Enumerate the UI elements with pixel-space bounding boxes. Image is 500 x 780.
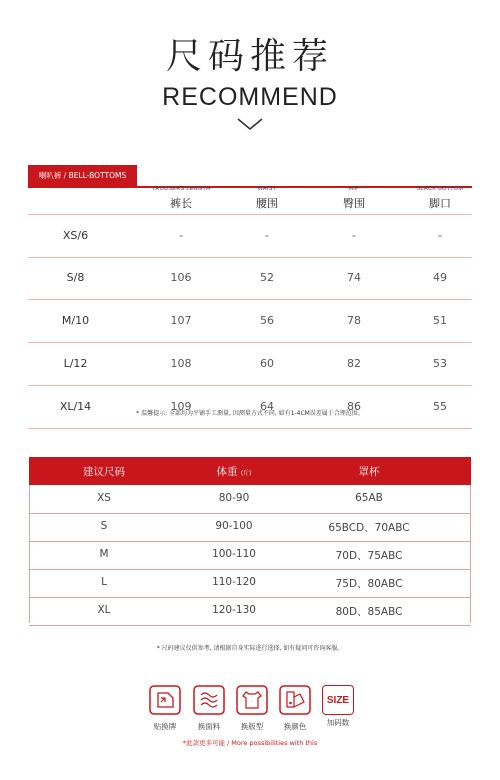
value-cell: 53 <box>433 357 447 370</box>
value-cell: 74 <box>347 271 361 284</box>
service-color <box>275 685 315 732</box>
size-icon <box>322 685 354 715</box>
weight-cell: 90-100 <box>215 520 253 532</box>
value-cell: 78 <box>347 314 361 327</box>
value-cell: 106 <box>170 271 192 284</box>
table-row <box>28 343 472 386</box>
value-cell: 60 <box>260 357 274 370</box>
table-row <box>28 214 472 258</box>
cup-cell: 75D、80ABC <box>335 578 403 590</box>
value-cell: 82 <box>347 357 361 370</box>
service-label: 加码数 <box>326 718 350 727</box>
color-icon <box>279 685 311 715</box>
table-row <box>28 257 472 300</box>
value-cell: - <box>265 229 269 242</box>
size-cell: S <box>100 520 108 532</box>
cup-cell: 70D、75ABC <box>335 550 403 562</box>
service-tag-swap <box>145 685 185 732</box>
value-cell: 55 <box>433 400 447 413</box>
value-cell: 56 <box>260 314 274 327</box>
table-row <box>29 569 471 598</box>
col-header-waist <box>222 186 312 211</box>
weight-cell: 120-130 <box>212 604 256 616</box>
service-label: 换颜色 <box>283 722 307 731</box>
service-fabric <box>189 685 229 732</box>
weight-cell: 100-110 <box>212 548 256 560</box>
service-garment <box>232 685 272 732</box>
header-size: 建议尺码 <box>83 466 125 478</box>
more-possibilities-note: *此款更多可能 / More possibilities with this <box>182 739 318 747</box>
header-weight-label: 体重 <box>216 466 238 478</box>
page-title-cn: 尺码推荐 <box>165 36 334 77</box>
page-title-en: RECOMMEND <box>162 83 338 111</box>
service-label: 换面料 <box>197 722 221 731</box>
product-tag: 喇叭裤 / BELL-BOTTOMS <box>28 165 137 186</box>
fabric-icon <box>193 685 225 715</box>
garment-icon <box>236 685 268 715</box>
col-header-en: WAIST <box>257 186 277 192</box>
value-cell: 49 <box>433 271 447 284</box>
size-cell: XS/6 <box>62 229 89 242</box>
service-size <box>318 685 358 728</box>
col-header-length <box>136 186 226 211</box>
size-cell: L/12 <box>63 357 88 370</box>
value-cell: 51 <box>433 314 447 327</box>
table-row <box>29 485 471 514</box>
service-label: 贴换牌 <box>153 722 177 731</box>
header-cup: 罩杯 <box>358 466 380 478</box>
col-header-hip <box>309 186 399 211</box>
size-cell: M/10 <box>61 314 90 327</box>
size-cell: M <box>99 548 109 560</box>
cup-cell: 65AB <box>355 492 383 504</box>
size-cell: XL <box>97 604 111 616</box>
value-cell: - <box>179 229 183 242</box>
cup-cell: 80D、85ABC <box>335 606 403 618</box>
value-cell: - <box>438 229 442 242</box>
col-header-cn: 脚口 <box>429 197 451 210</box>
chevron-down-icon <box>236 116 264 132</box>
table-row <box>29 541 471 570</box>
value-cell: 64 <box>260 400 274 413</box>
value-cell: 86 <box>347 400 361 413</box>
value-cell: 52 <box>260 271 274 284</box>
header-weight-unit: (斤) <box>240 470 252 477</box>
service-label: 换版型 <box>240 722 264 731</box>
value-cell: 108 <box>170 357 192 370</box>
size-advice-note: * 尺码建议仅供参考, 请根据自身实际进行选择, 如有疑问可咨询客服。 <box>156 645 344 652</box>
size-cell: L <box>101 576 107 588</box>
table2-header <box>29 457 471 485</box>
cup-cell: 65BCD、70ABC <box>328 522 410 534</box>
size-cell: S/8 <box>66 271 85 284</box>
table-row <box>28 300 472 343</box>
tag-swap-icon <box>149 685 181 715</box>
col-header-en: TROUSERS LENGTH <box>151 186 211 192</box>
col-header-en: HIP <box>348 186 360 192</box>
col-header-slack-bottom <box>395 186 485 211</box>
col-header-cn: 臀围 <box>343 197 365 210</box>
size-badge-text: SIZE <box>326 694 350 706</box>
value-cell: 107 <box>170 314 192 327</box>
weight-cell: 80-90 <box>218 492 250 504</box>
table-row <box>29 513 471 542</box>
col-header-en: SLACK BOTTOM <box>416 186 464 192</box>
measurement-note: * 温馨提示: 全部均为平铺手工测量, 因测量方式不同, 如有1-4CM误差属于合理范围。 <box>136 410 364 417</box>
col-header-cn: 裤长 <box>170 197 192 210</box>
size-cell: XS <box>97 492 111 504</box>
col-header-cn: 腰围 <box>256 197 278 210</box>
header-weight <box>194 464 274 479</box>
size-cell: XL/14 <box>59 400 92 413</box>
weight-cell: 110-120 <box>212 576 256 588</box>
table-row <box>29 597 471 626</box>
value-cell: - <box>352 229 356 242</box>
value-cell: 109 <box>170 400 192 413</box>
